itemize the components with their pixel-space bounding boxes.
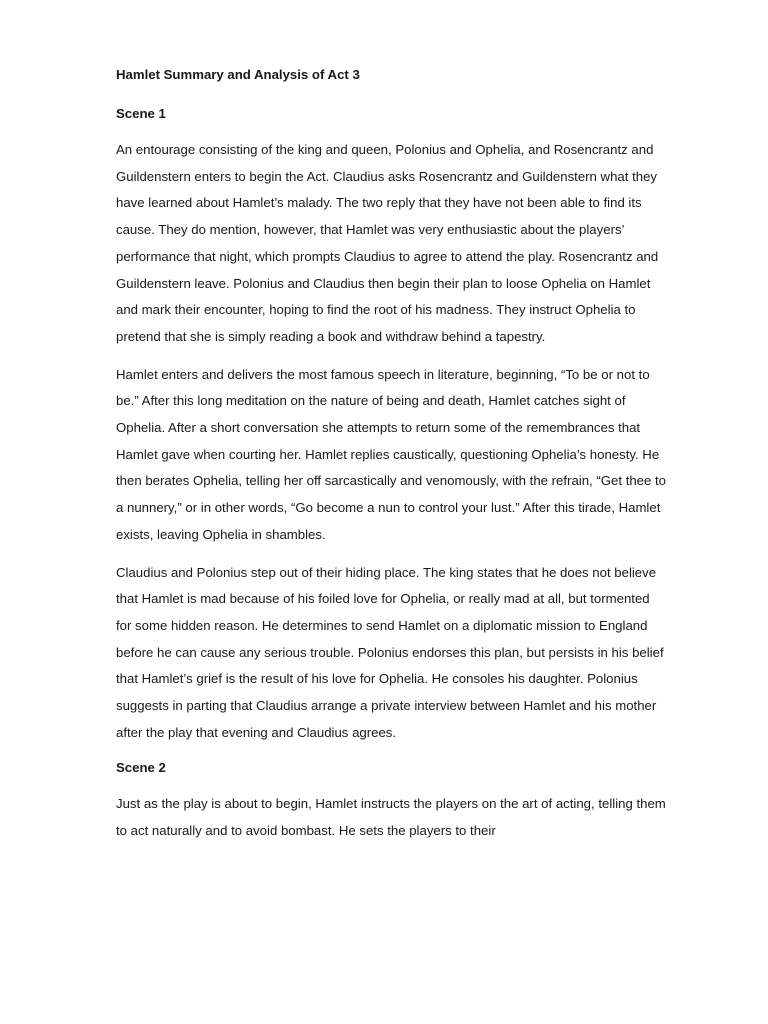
scene-1-paragraph-1: An entourage consisting of the king and queen, Polonius and Ophelia, and Rosencrantz and Guildenstern enters to begin the Act. Claudius asks Rosencrantz and Guildenstern what they have learned about Hamlet’s malady. The two reply that they have not been able to find its cause. They do mention, however, that Hamlet was very enthusiastic about the players’ performance that night, which prompts Claudius to agree to attend the play. Rosencrantz and Guildenstern leave. Polonius and Claudius then begin their plan to loose Ophelia on Hamlet and mark their encounter, hoping to find the root of his madness. They instruct Ophelia to pretend that she is simply reading a book and withdraw behind a tapestry. [116,142,659,344]
scene-2-heading: Scene 2 [116,760,166,776]
document-page [116,66,668,856]
scene-2-paragraph-1: Just as the play is about to begin, Hamlet instructs the players on the art of acting, telling them to act naturally and to avoid bombast. He sets the players to their [116,796,666,839]
scene-1-paragraph-2: Hamlet enters and delivers the most famous speech in literature, beginning, “To be or not to be.” After this long meditation on the nature of being and death, Hamlet catches sight of Ophelia. After a short conversation she attempts to return some of the remembrances that Hamlet gave when courting her. Hamlet replies caustically, questioning Ophelia’s honesty. He then berates Ophelia, telling her off sarcastically and venomously, with the refrain, “Get thee to a nunnery,” or in other words, “Go become a nun to control your lust.” After this tirade, Hamlet exists, leaving Ophelia in shambles. [116,366,667,542]
scene-1-heading: Scene 1 [116,106,166,121]
scene-1-paragraph-3: Claudius and Polonius step out of their hiding place. The king states that he does not believe that Hamlet is mad because of his foiled love for Ophelia, or really mad at all, but tormented for some hidden reason. He determines to send Hamlet on a diplomatic mission to England before he can cause any serious trouble. Polonius endorses this plan, but persists in his belief that Hamlet’s grief is the result of his love for Ophelia. He consoles his daughter. Polonius suggests in parting that Claudius arrange a private interview between Hamlet and his mother after the play that evening and Claudius agrees. [116,564,664,740]
document-title: Hamlet Summary and Analysis of Act 3 [116,67,360,82]
